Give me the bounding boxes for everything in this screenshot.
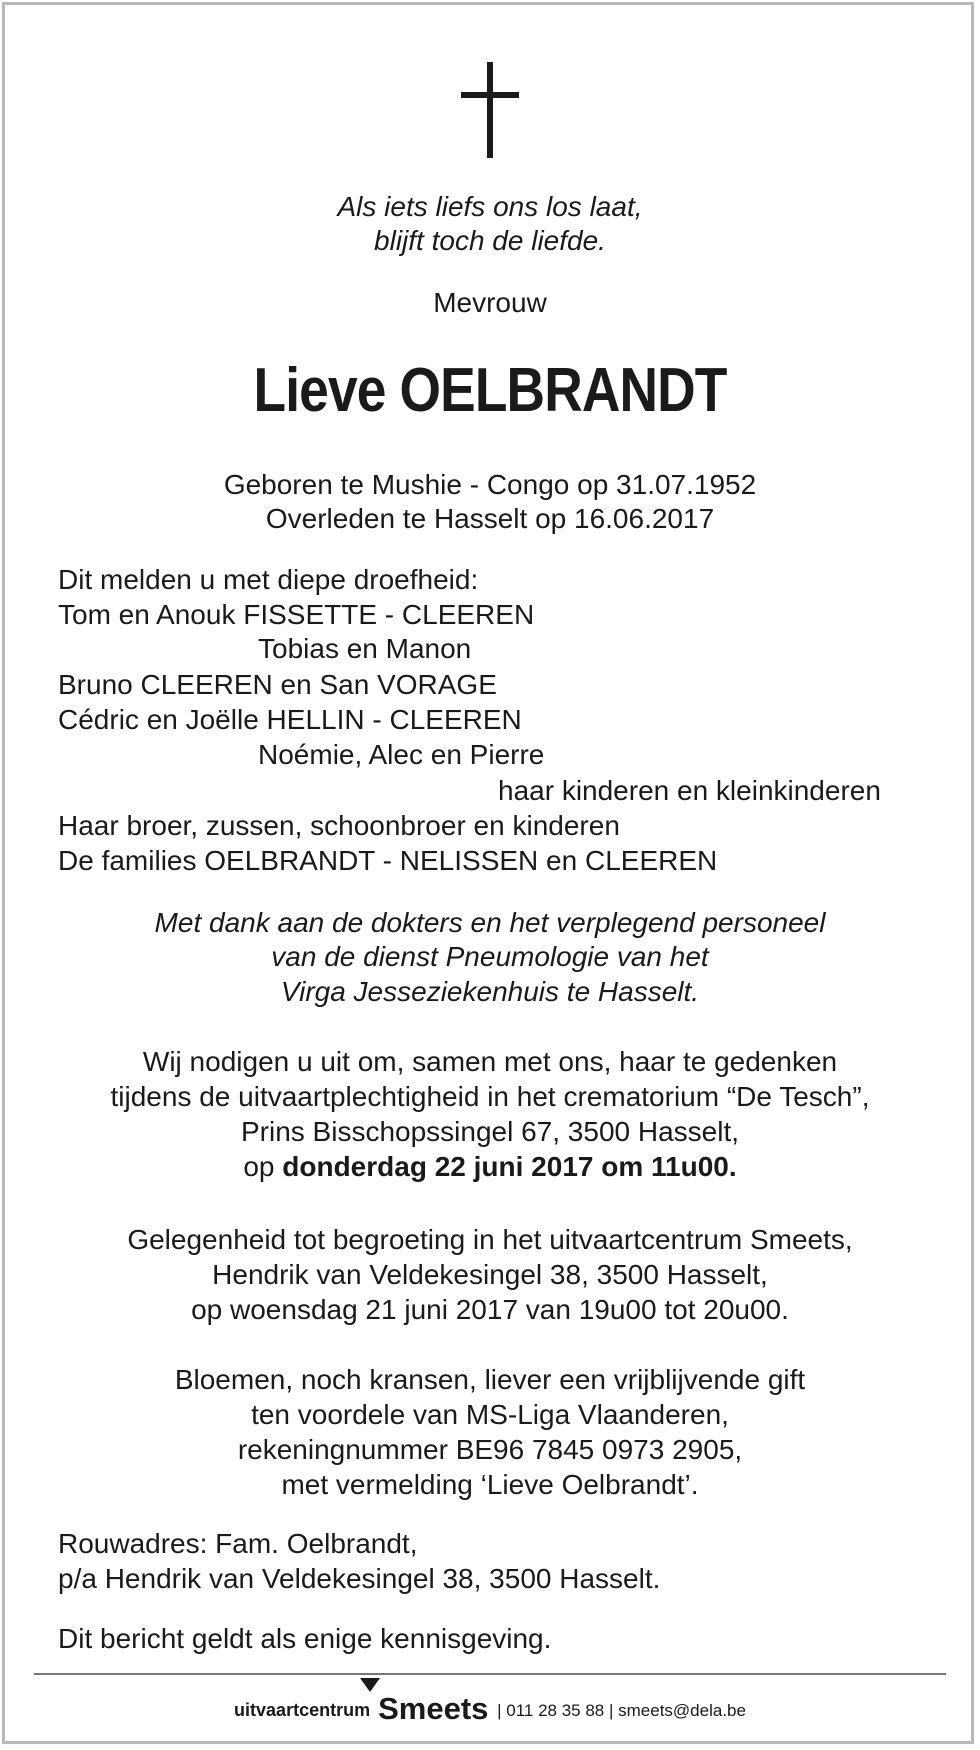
visitation-line: Gelegenheid tot begroeting in het uitvaartcentrum Smeets, [127, 1224, 853, 1255]
visitation-line: Hendrik van Veldekesingel 38, 3500 Hasselt, [212, 1259, 768, 1290]
footer [0, 1692, 980, 1728]
family-line: Noémie, Alec en Pierre [258, 739, 545, 770]
ceremony-line: tijdens de uitvaartplechtigheid in het crematorium “De Tesch”, [110, 1081, 870, 1112]
death-line: Overleden te Hasselt op 16.06.2017 [265, 503, 715, 534]
ceremony-line: Wij nodigen u uit om, samen met ons, haar te gedenken [142, 1046, 838, 1077]
ceremony-date-prefix: op [243, 1151, 275, 1182]
footer-divider [34, 1673, 946, 1675]
cross-icon [461, 62, 519, 158]
family-line: Cédric en Joëlle HELLIN - CLEEREN [58, 704, 522, 735]
footer-brand: Smeets [378, 1691, 489, 1726]
family-line: Haar broer, zussen, schoonbroer en kinderen [58, 810, 620, 841]
family-line: Tobias en Manon [258, 633, 472, 664]
family-line: Tom en Anouk FISSETTE - CLEEREN [58, 599, 535, 630]
thanks-line: Virga Jesseziekenhuis te Hasselt. [280, 976, 700, 1007]
flowers-line: met vermelding ‘Lieve Oelbrandt’. [281, 1469, 699, 1500]
flowers-line: Bloemen, noch kransen, liever een vrijblijvende gift [174, 1364, 806, 1395]
deceased-name: Lieve OELBRANDT [253, 356, 727, 425]
ceremony-date-line [0, 1150, 980, 1184]
footer-prefix: uitvaartcentrum [234, 1700, 371, 1720]
family-intro: Dit melden u met diepe droefheid: [58, 564, 479, 595]
honorific: Mevrouw [433, 287, 547, 318]
flowers-line: ten voordele van MS-Liga Vlaanderen, [251, 1399, 729, 1430]
birth-line: Geboren te Mushie - Congo op 31.07.1952 [223, 469, 757, 500]
family-line: De families OELBRANDT - NELISSEN en CLEEREN [58, 845, 718, 876]
ceremony-line: Prins Bisschopssingel 67, 3500 Hasselt, [240, 1116, 740, 1147]
quote-line-2: blijft toch de liefde. [374, 225, 606, 256]
visitation-line: op woensdag 21 juni 2017 van 19u00 tot 20u00. [191, 1294, 789, 1325]
family-line: Bruno CLEEREN en San VORAGE [58, 669, 497, 700]
address-line: p/a Hendrik van Veldekesingel 38, 3500 Hasselt. [58, 1563, 661, 1594]
notice: Dit bericht geldt als enige kennisgeving. [58, 1623, 552, 1654]
address-line: Rouwadres: Fam. Oelbrandt, [58, 1528, 418, 1559]
family-line: haar kinderen en kleinkinderen [498, 775, 881, 806]
triangle-marker-icon [360, 1678, 380, 1692]
thanks-line: van de dienst Pneumologie van het [271, 941, 709, 972]
footer-contact: | 011 28 35 88 | smeets@dela.be [497, 1701, 746, 1720]
quote-line-1: Als iets liefs ons los laat, [337, 191, 643, 222]
thanks-line: Met dank aan de dokters en het verplegend personeel [154, 907, 826, 938]
ceremony-date: donderdag 22 juni 2017 om 11u00. [282, 1151, 737, 1182]
flowers-line: rekeningnummer BE96 7845 0973 2905, [237, 1434, 743, 1465]
